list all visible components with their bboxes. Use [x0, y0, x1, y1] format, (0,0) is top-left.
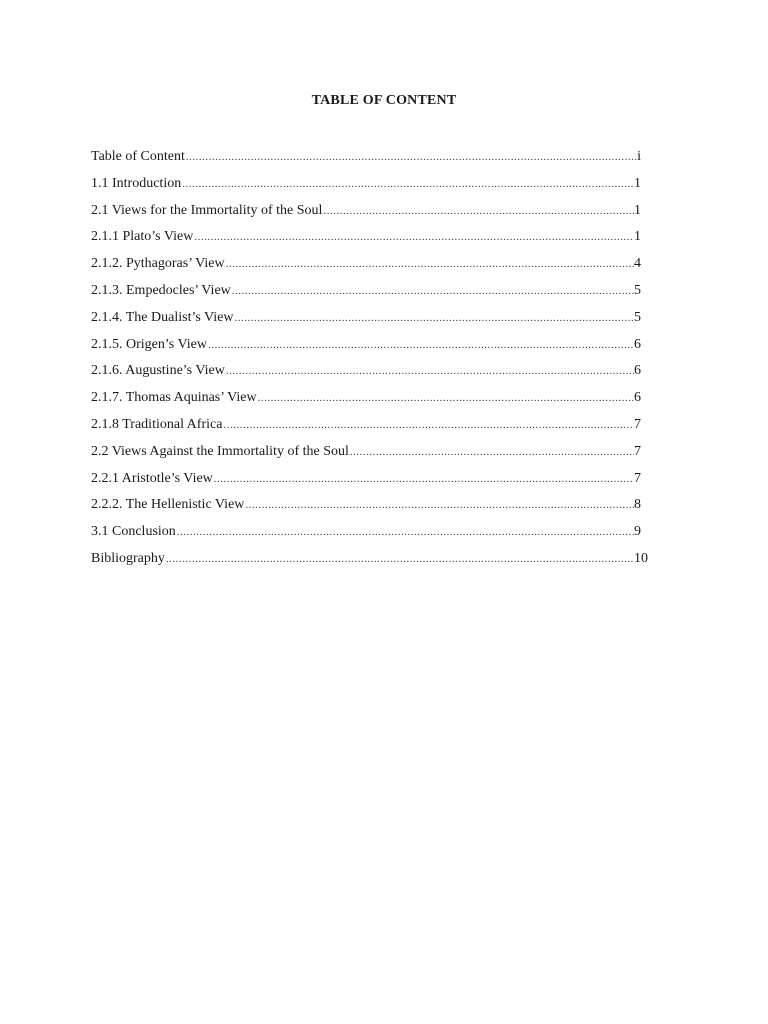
toc-entry-page: 7 — [634, 470, 641, 486]
toc-entry-page: 8 — [634, 497, 641, 513]
toc-leader-dots — [165, 546, 634, 573]
toc-entry-label: Bibliography — [91, 550, 165, 566]
toc-entry-label: 1.1 Introduction — [91, 175, 182, 191]
toc-entry[interactable] — [91, 278, 641, 305]
toc-entry-label: 2.1.8 Traditional Africa — [91, 416, 223, 432]
toc-entry-label: 2.2.1 Aristotle’s View — [91, 470, 213, 486]
toc-entry-page: 1 — [634, 202, 641, 218]
toc-leader-dots — [185, 144, 637, 171]
toc-leader-dots — [257, 385, 634, 412]
toc-entry-label: 2.1 Views for the Immortality of the Soul — [91, 202, 323, 218]
toc-entry-page: 5 — [634, 309, 641, 325]
toc-entry-label: 2.1.7. Thomas Aquinas’ View — [91, 390, 257, 406]
toc-entry[interactable] — [91, 144, 641, 171]
toc-entry-page: 10 — [634, 550, 648, 566]
toc-entry[interactable] — [91, 546, 648, 573]
toc-entry[interactable] — [91, 224, 641, 251]
toc-entry[interactable] — [91, 519, 641, 546]
toc-list — [91, 144, 648, 573]
toc-entry-label: 2.1.6. Augustine’s View — [91, 363, 225, 379]
toc-entry-label: 2.2.2. The Hellenistic View — [91, 497, 245, 513]
toc-entry-label: 2.2 Views Against the Immortality of the Soul — [91, 443, 349, 459]
toc-entry-label: 2.1.4. The Dualist’s View — [91, 309, 234, 325]
toc-entry-label: 2.1.2. Pythagoras’ View — [91, 256, 225, 272]
toc-entry[interactable] — [91, 466, 641, 493]
toc-leader-dots — [225, 251, 634, 278]
toc-title: TABLE OF CONTENT — [311, 93, 457, 108]
toc-entry-label: 2.1.3. Empedocles’ View — [91, 282, 231, 298]
toc-entry[interactable] — [91, 358, 641, 385]
toc-entry[interactable] — [91, 492, 641, 519]
toc-entry-label: 3.1 Conclusion — [91, 524, 176, 540]
toc-leader-dots — [349, 439, 634, 466]
toc-leader-dots — [176, 519, 634, 546]
toc-entry[interactable] — [91, 439, 641, 466]
toc-leader-dots — [213, 466, 634, 493]
toc-leader-dots — [234, 305, 634, 332]
toc-leader-dots — [181, 171, 634, 198]
toc-leader-dots — [231, 278, 634, 305]
toc-entry-label: 2.1.5. Origen’s View — [91, 336, 207, 352]
toc-entry[interactable] — [91, 332, 641, 359]
toc-entry-page: 6 — [634, 390, 641, 406]
toc-entry-page: 4 — [634, 256, 641, 272]
toc-entry[interactable] — [91, 198, 641, 225]
toc-entry-page: 7 — [634, 443, 641, 459]
toc-entry[interactable] — [91, 412, 641, 439]
toc-entry-page: 1 — [634, 175, 641, 191]
toc-entry-label: 2.1.1 Plato’s View — [91, 229, 194, 245]
toc-leader-dots — [193, 224, 634, 251]
toc-leader-dots — [225, 358, 634, 385]
toc-leader-dots — [244, 492, 634, 519]
toc-entry[interactable] — [91, 305, 641, 332]
toc-leader-dots — [207, 332, 634, 359]
toc-entry-page: 9 — [634, 524, 641, 540]
toc-leader-dots — [322, 198, 634, 225]
toc-leader-dots — [222, 412, 634, 439]
toc-entry-page: 7 — [634, 416, 641, 432]
toc-entry-page: 1 — [634, 229, 641, 245]
toc-entry-label: Table of Content — [91, 149, 185, 164]
toc-entry-page: i — [637, 149, 641, 164]
toc-entry-page: 5 — [634, 282, 641, 298]
toc-entry[interactable] — [91, 171, 641, 198]
toc-entry[interactable] — [91, 251, 641, 278]
toc-entry-page: 6 — [634, 336, 641, 352]
toc-entry-page: 6 — [634, 363, 641, 379]
toc-entry[interactable] — [91, 385, 641, 412]
